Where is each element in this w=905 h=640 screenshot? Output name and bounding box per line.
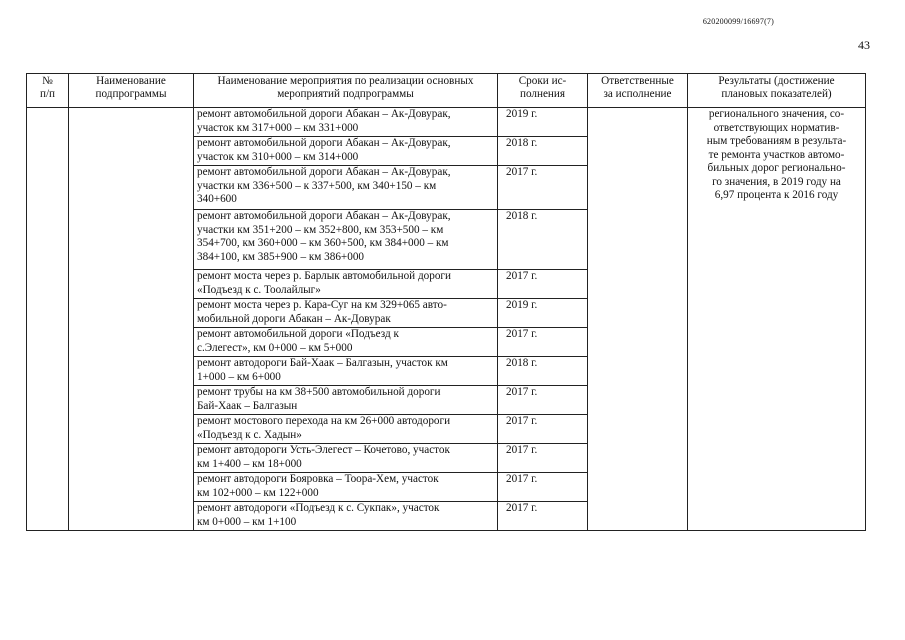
term-cell: 2017 г.: [498, 328, 588, 357]
header-activity: Наименование мероприятия по реализации основных мероприятий подпрограммы: [194, 74, 498, 108]
table-row: [27, 108, 866, 137]
header-results: Результаты (достижение плановых показателей): [688, 74, 866, 108]
term-cell: 2017 г.: [498, 415, 588, 444]
activity-cell: ремонт трубы на км 38+500 автомобильной дороги Бай-Хаак – Балгазын: [194, 386, 498, 415]
header-responsible: Ответственные за исполнение: [588, 74, 688, 108]
term-cell: 2017 г.: [498, 502, 588, 531]
activity-cell: ремонт автодороги Бояровка – Тоора-Хем, участок км 102+000 – км 122+000: [194, 473, 498, 502]
page-number: 43: [858, 38, 870, 52]
term-cell: 2017 г.: [498, 444, 588, 473]
results-cell: регионального значения, со- ответствующих норматив- ным требованиям в результа- те ремонта участков автомо- бильных дорог регионально- го значения, в 2019 году на 6,97 процента к 2016 году: [688, 108, 866, 531]
term-cell: 2017 г.: [498, 473, 588, 502]
activity-cell: ремонт моста через р. Кара-Суг на км 329+065 авто- мобильной дороги Абакан – Ак-Довурак: [194, 299, 498, 328]
activity-cell: ремонт автодороги Бай-Хаак – Балгазын, участок км 1+000 – км 6+000: [194, 357, 498, 386]
activity-cell: ремонт автодороги Усть-Элегест – Кочетово, участок км 1+400 – км 18+000: [194, 444, 498, 473]
number-cell: [27, 108, 69, 531]
activity-cell: ремонт автомобильной дороги «Подъезд к с.Элегест», км 0+000 – км 5+000: [194, 328, 498, 357]
term-cell: 2017 г.: [498, 270, 588, 299]
term-cell: 2017 г.: [498, 166, 588, 210]
table-header-row: [27, 74, 866, 108]
document-code: 620200099/16697(7): [702, 17, 774, 26]
term-cell: 2018 г.: [498, 137, 588, 166]
activity-cell: ремонт автомобильной дороги Абакан – Ак-Довурак, участки км 351+200 – км 352+800, км 353+500 – км 354+700, км 360+000 – км 360+500, км 384+000 – км 384+100, км 385+900 – км 386+000: [194, 210, 498, 270]
term-cell: 2017 г.: [498, 386, 588, 415]
activity-cell: ремонт автомобильной дороги Абакан – Ак-Довурак, участок км 317+000 – км 331+000: [194, 108, 498, 137]
responsible-cell: [588, 108, 688, 531]
activity-cell: ремонт автомобильной дороги Абакан – Ак-Довурак, участки км 336+500 – к 337+500, км 340+150 – км 340+600: [194, 166, 498, 210]
term-cell: 2018 г.: [498, 210, 588, 270]
header-number: № п/п: [27, 74, 69, 108]
activity-cell: ремонт автомобильной дороги Абакан – Ак-Довурак, участок км 310+000 – км 314+000: [194, 137, 498, 166]
term-cell: 2018 г.: [498, 357, 588, 386]
activity-cell: ремонт моста через р. Барлык автомобильной дороги «Подъезд к с. Тоолайлыг»: [194, 270, 498, 299]
term-cell: 2019 г.: [498, 299, 588, 328]
activities-table: [26, 73, 866, 531]
header-term: Сроки ис- полнения: [498, 74, 588, 108]
term-cell: 2019 г.: [498, 108, 588, 137]
subprogram-cell: [69, 108, 194, 531]
header-subprogram: Наименование подпрограммы: [69, 74, 194, 108]
activity-cell: ремонт автодороги «Подъезд к с. Сукпак», участок км 0+000 – км 1+100: [194, 502, 498, 531]
activity-cell: ремонт мостового перехода на км 26+000 автодороги «Подъезд к с. Хадын»: [194, 415, 498, 444]
